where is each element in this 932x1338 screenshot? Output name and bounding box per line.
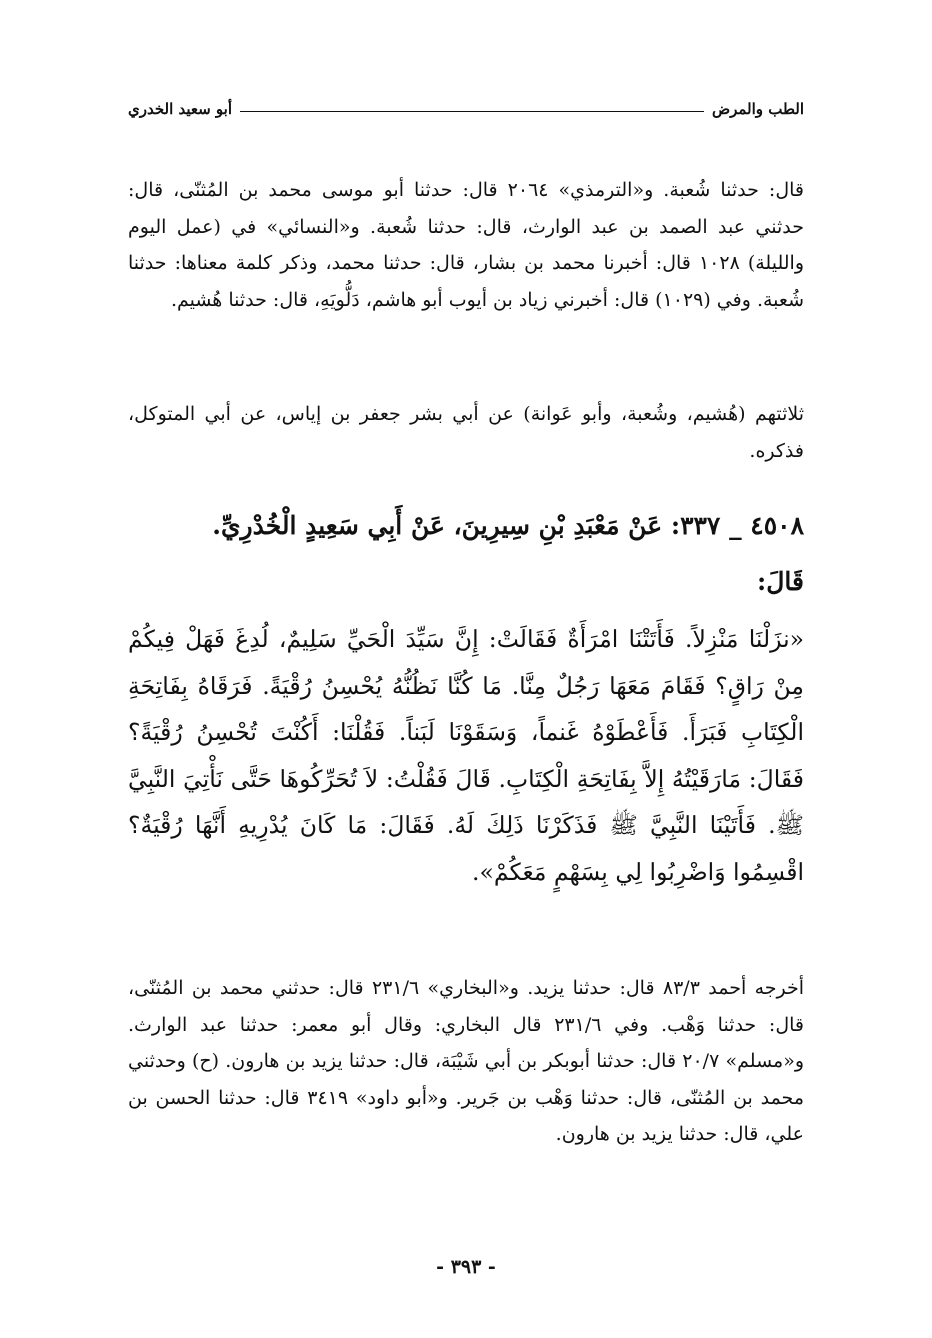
running-header [128,96,804,122]
hadith-body [128,616,804,895]
sources-text-2: ثلاثتهم (هُشيم، وشُعبة، وأبو عَوانة) عن أبي بشر جعفر بن إياس، عن أبي المتوكل، فذكره. [128,403,804,462]
hadith-qal-line [128,562,804,602]
hadith-qal: قَالَ: [757,567,804,596]
header-rule [240,111,704,112]
hadith-heading [128,506,804,546]
page-number: - ٣٩٣ - [436,1256,496,1278]
hadith-number-and-chain: ٤٥٠٨ _ ٣٣٧: عَنْ مَعْبَدِ بْنِ سِيرِينَ، عَنْ أَبِي سَعِيدٍ الْخُدْرِيِّ. [212,511,804,540]
header-left-title: أبو سعيد الخدري [128,100,233,118]
hadith-matn: «نزَلْنَا مَنْزِلاً. فَأَتَتْنَا امْرَأَةٌ فَقَالَتْ: إِنَّ سَيِّدَ الْحَيِّ سَلِيمٌ، لُدِغَ فَهَلْ فِيكُمْ مِنْ رَاقٍ؟ فَقَامَ مَعَهَا رَجُلٌ مِنَّا. مَا كُنَّا نَظُنُّهُ يُحْسِنُ رُقْيَةً. فَرَقَاهُ بِفَاتِحَةِ الْكِتَابِ فَبَرَأَ. فَأَعْطَوْهُ غَنماً، وَسَقَوْنَا لَبَناً. فَقُلْنَا: أَكُنْتَ تُحْسِنُ رُقْيَةً؟ فَقَالَ: مَارَقَيْتُهُ إِلاَّ بِفَاتِحَةِ الْكِتَابِ. قَالَ فَقُلْتُ: لاَ تُحَرِّكُوهَا حَتَّى نَأْتِيَ النَّبِيَّ ﷺ. فَأَتَيْنَا النَّبِيَّ ﷺ فَذَكَرْنَا ذَلِكَ لَهُ. فَقَالَ: مَا كَانَ يُدْرِيهِ أَنَّهَا رُقْيَةٌ؟ اقْسِمُوا وَاضْرِبُوا لِي بِسَهْمٍ مَعَكُمْ». [128,625,804,886]
sources-paragraph-1 [128,172,804,318]
sources-text-1: قال: حدثنا شُعبة. و«الترمذي» ٢٠٦٤ قال: حدثنا أبو موسى محمد بن المُثنّى، قال: حدثني عبد الصمد بن عبد الوارث، قال: حدثنا شُعبة. و«النسائي» في (عمل اليوم والليلة) ١٠٢٨ قال: أخبرنا محمد بن بشار، قال: حدثنا محمد، وذكر كلمة معناها: حدثنا شُعبة. وفي (١٠٢٩) قال: أخبرني زياد بن أيوب أبو هاشم، دَلُّويَهِ، قال: حدثنا هُشيم. [128,179,804,311]
header-right-title: الطب والمرض [711,100,804,118]
takhrij-text: أخرجه أحمد ٨٣/٣ قال: حدثنا يزيد. و«البخاري» ٢٣١/٦ قال: حدثني محمد بن المُثنّى، قال: حدثنا وَهْب. وفي ٢٣١/٦ قال البخاري: وقال أبو معمر: حدثنا عبد الوارث. و«مسلم» ٢٠/٧ قال: حدثنا أبوبكر بن أبي شَيْبَة، قال: حدثنا يزيد بن هارون. (ح) وحدثني محمد بن المُثنّى، قال: حدثنا وَهْب بن جَرير. و«أبو داود» ٣٤١٩ قال: حدثنا الحسن بن علي، قال: حدثنا يزيد بن هارون. [128,977,805,1145]
sources-paragraph-2 [128,396,804,469]
takhrij-paragraph [128,970,804,1153]
